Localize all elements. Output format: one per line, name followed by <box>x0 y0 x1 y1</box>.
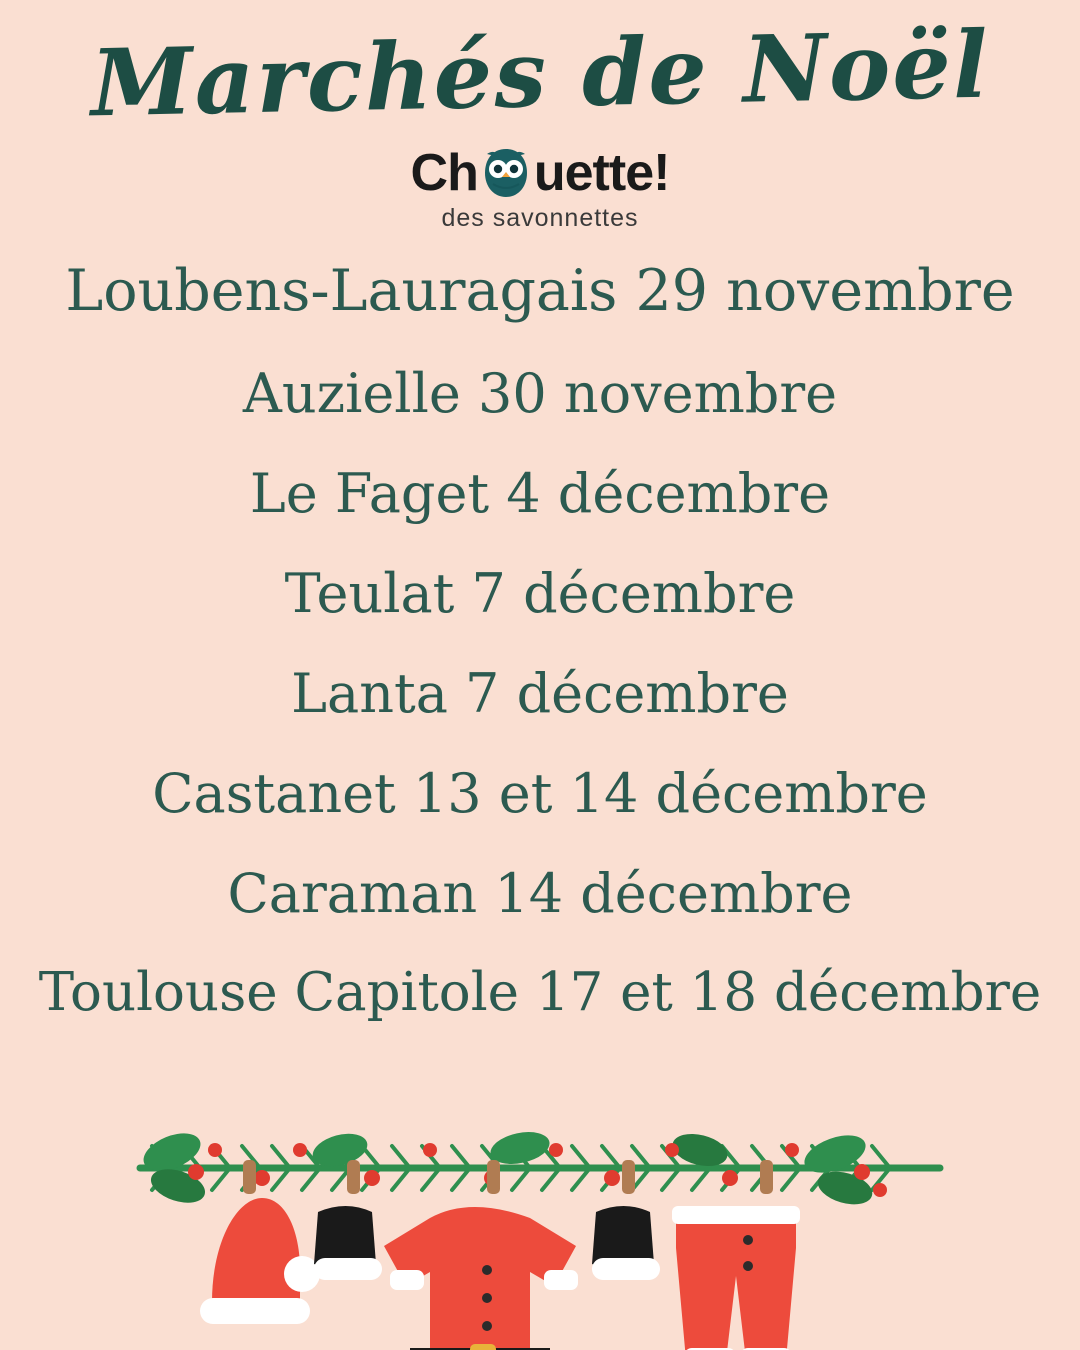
santa-trousers <box>672 1206 800 1350</box>
list-item: Castanet 13 et 14 décembre <box>152 761 928 825</box>
brand-name <box>411 146 670 200</box>
list-item: Caraman 14 décembre <box>227 862 853 926</box>
black-boot-2 <box>592 1206 660 1280</box>
list-item: Loubens-Lauragais 29 novembre <box>65 258 1015 324</box>
black-boot <box>314 1206 382 1280</box>
list-item: Auzielle 30 novembre <box>242 361 838 425</box>
santa-coat <box>384 1207 578 1350</box>
list-item: Le Faget 4 décembre <box>249 461 831 525</box>
christmas-garland-decoration <box>0 1120 1080 1350</box>
list-item: Toulouse Capitole 17 et 18 décembre <box>38 962 1042 1024</box>
santa-hat <box>200 1198 320 1324</box>
brand-name-suffix: uette! <box>533 144 670 202</box>
list-item: Lanta 7 décembre <box>291 661 789 725</box>
page-title: Marchés de Noël <box>89 10 991 138</box>
brand-name-prefix: Ch <box>410 144 478 202</box>
owl-icon <box>479 146 533 200</box>
brand-tagline: des savonnettes <box>441 204 639 232</box>
brand-logo <box>0 146 1080 233</box>
market-list <box>0 259 1080 1024</box>
list-item: Teulat 7 décembre <box>284 561 796 625</box>
